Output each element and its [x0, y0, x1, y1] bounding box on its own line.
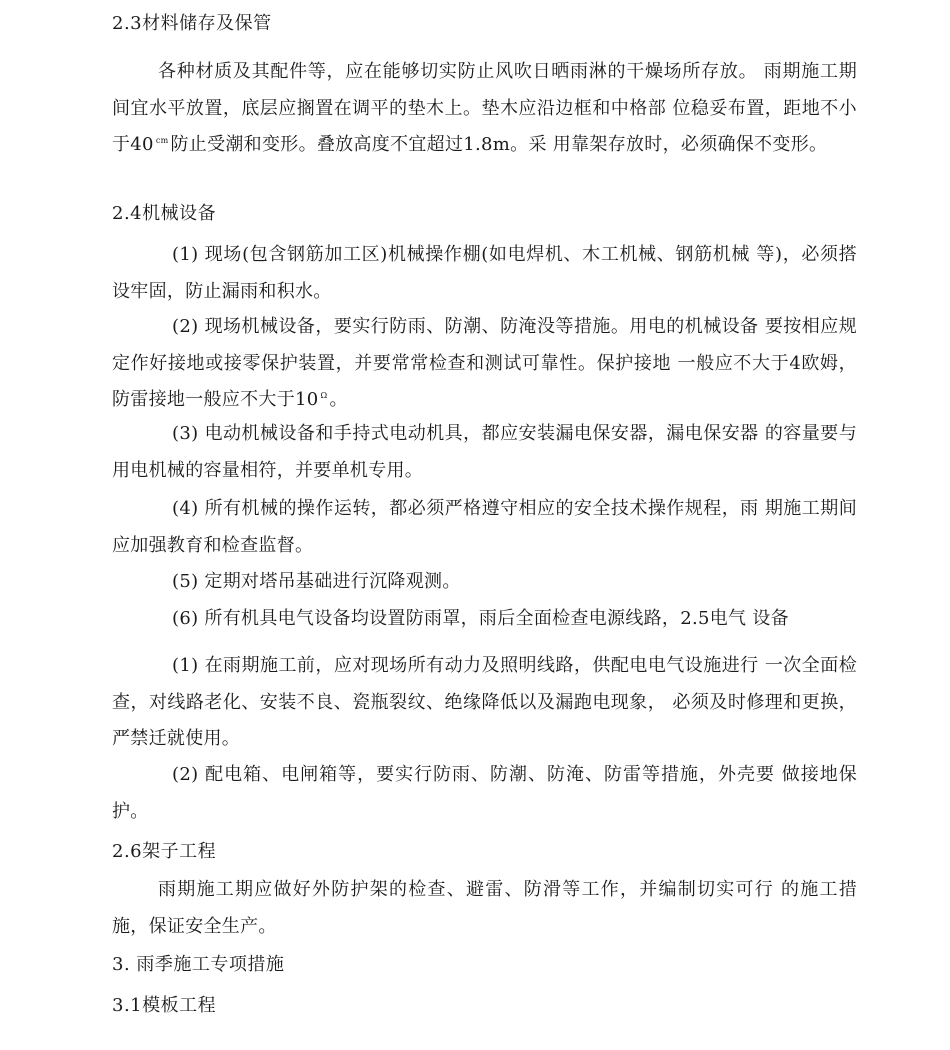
machine-item-4: (4) 所有机械的操作运转，都必须严格遵守相应的安全技术操作规程，雨 期施工期间应加强教育和检查监督。 — [112, 498, 857, 556]
paragraph-storage-rest: 防止受潮和变形。叠放高度不宜超过1.8m。采 用靠架存放时，必须确保不变形。 — [170, 134, 828, 155]
machine-item-2-end: 。 — [329, 389, 348, 410]
paragraph-storage-text: 各种材质及其配件等，应在能够切实防止风吹日晒雨淋的干燥场所存放。 雨期施工期间宜水平放置，底层应搁置在调平的垫木上。垫木应沿边框和中格部 位稳妥布置，距地不小于40 — [112, 61, 857, 155]
heading-2-6: 2.6架子工程 — [112, 841, 217, 862]
machine-item-5: (5) 定期对塔吊基础进行沉降观测。 — [172, 571, 461, 592]
heading-3: 3. 雨季施工专项措施 — [112, 954, 285, 975]
electrical-item-1: (1) 在雨期施工前，应对现场所有动力及照明线路，供配电电气设施进行 一次全面检查，对线路老化、安装不良、瓷瓶裂纹、绝缘降低以及漏跑电现象， 必须及时修理和更换，严禁迁就使用。 — [112, 655, 857, 749]
unit-ohm: Ω — [320, 391, 328, 400]
machine-item-1: (1) 现场(包含钢筋加工区)机械操作棚(如电焊机、木工机械、钢筋机械 等)，必须搭设牢固，防止漏雨和积水。 — [112, 244, 857, 302]
unit-cm: cm — [155, 136, 169, 145]
paragraph-scaffold: 雨期施工期应做好外防护架的检查、避雷、防滑等工作，并编制切实可行 的施工措施，保证安全生产。 — [112, 879, 857, 937]
heading-2-4: 2.4机械设备 — [112, 203, 217, 224]
heading-2-3: 2.3材料储存及保管 — [112, 13, 272, 34]
machine-item-2 — [112, 309, 857, 419]
heading-3-1: 3.1模板工程 — [112, 995, 217, 1016]
machine-item-2-text: (2) 现场机械设备，要实行防雨、防潮、防淹没等措施。用电的机械设备 要按相应规定作好接地或接零保护装置，并要常常检查和测试可靠性。保护接地 一般应不大于4欧姆，防雷接地一般应不大于10 — [112, 316, 857, 410]
machine-item-3: (3) 电动机械设备和手持式电动机具，都应安装漏电保安器，漏电保安器 的容量要与用电机械的容量相符，并要单机专用。 — [112, 423, 857, 481]
paragraph-storage — [112, 54, 857, 164]
machine-item-6: (6) 所有机具电气设备均设置防雨罩，雨后全面检查电源线路，2.5电气 设备 — [172, 608, 789, 629]
electrical-item-2: (2) 配电箱、电闸箱等，要实行防雨、防潮、防淹、防雷等措施，外壳要 做接地保护。 — [112, 764, 857, 822]
